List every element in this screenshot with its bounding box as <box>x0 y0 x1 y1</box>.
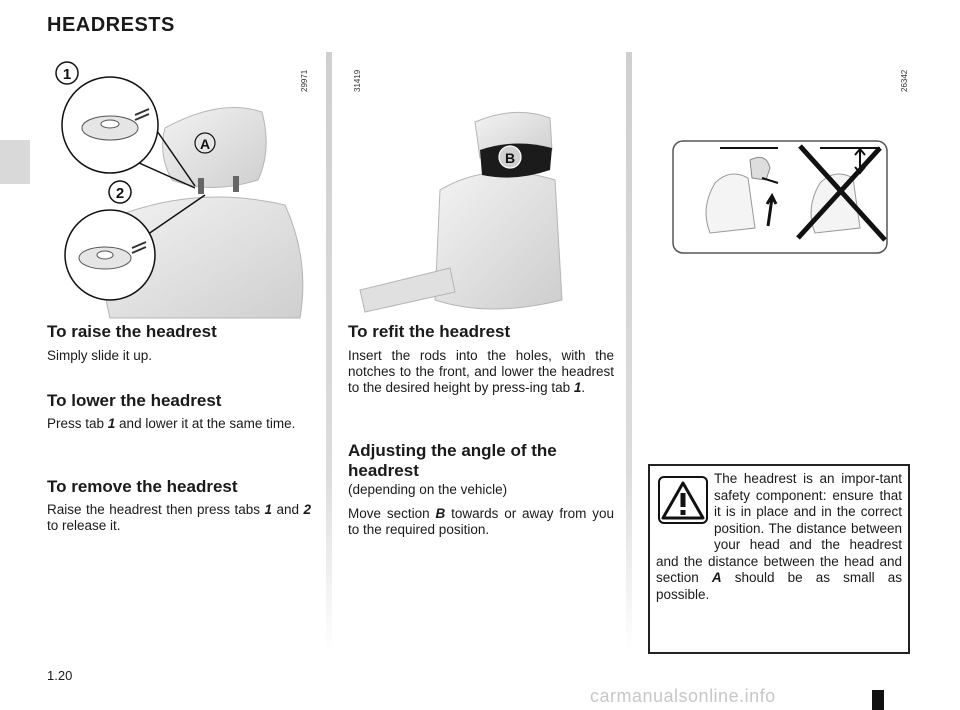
text-angle-note: (depending on the vehicle) <box>348 482 508 497</box>
headrest-removal-illustration <box>0 0 330 320</box>
heading-lower: To lower the headrest <box>47 391 222 410</box>
column-divider-2 <box>626 52 632 652</box>
heading-angle-line2: headrest <box>348 461 419 480</box>
warning-text: The headrest is an impor-tant safety component: ensure that it is in place and in the correct position. The distance between your head and the headrest and the distance between the head and section A should be as small as possible. <box>656 471 902 602</box>
page-number: 1.20 <box>47 668 73 683</box>
text-remove: Raise the headrest then press tabs 1 and 2 to release it. <box>47 502 311 533</box>
tab-2-label: 2 <box>115 185 125 202</box>
headrest-angle-illustration <box>340 0 620 320</box>
text-refit: Insert the rods into the holes, with the notches to the front, and lower the headrest to the desired height by press-ing tab 1. <box>348 348 614 395</box>
warning-icon-space <box>656 471 714 551</box>
section-a-label: A <box>199 136 211 152</box>
image-code-2: 31419 <box>353 69 362 92</box>
page-title: HEADRESTS <box>47 14 175 36</box>
tab-1-label: 1 <box>62 66 72 83</box>
section-end-mark <box>872 690 884 710</box>
heading-raise: To raise the headrest <box>47 322 217 341</box>
image-code-3: 26342 <box>900 69 909 92</box>
section-b-label: B <box>504 150 516 166</box>
image-code-1: 29971 <box>300 69 309 92</box>
heading-remove: To remove the headrest <box>47 477 238 496</box>
watermark: carmanualsonline.info <box>590 686 776 706</box>
heading-angle-line1: Adjusting the angle of the <box>348 441 557 460</box>
heading-refit: To refit the headrest <box>348 322 511 341</box>
headrest-position-illustration <box>670 138 890 258</box>
text-lower: Press tab 1 and lower it at the same time. <box>47 416 296 431</box>
text-raise: Simply slide it up. <box>47 348 153 363</box>
text-angle: Move section B towards or away from you to the required position. <box>348 506 615 537</box>
